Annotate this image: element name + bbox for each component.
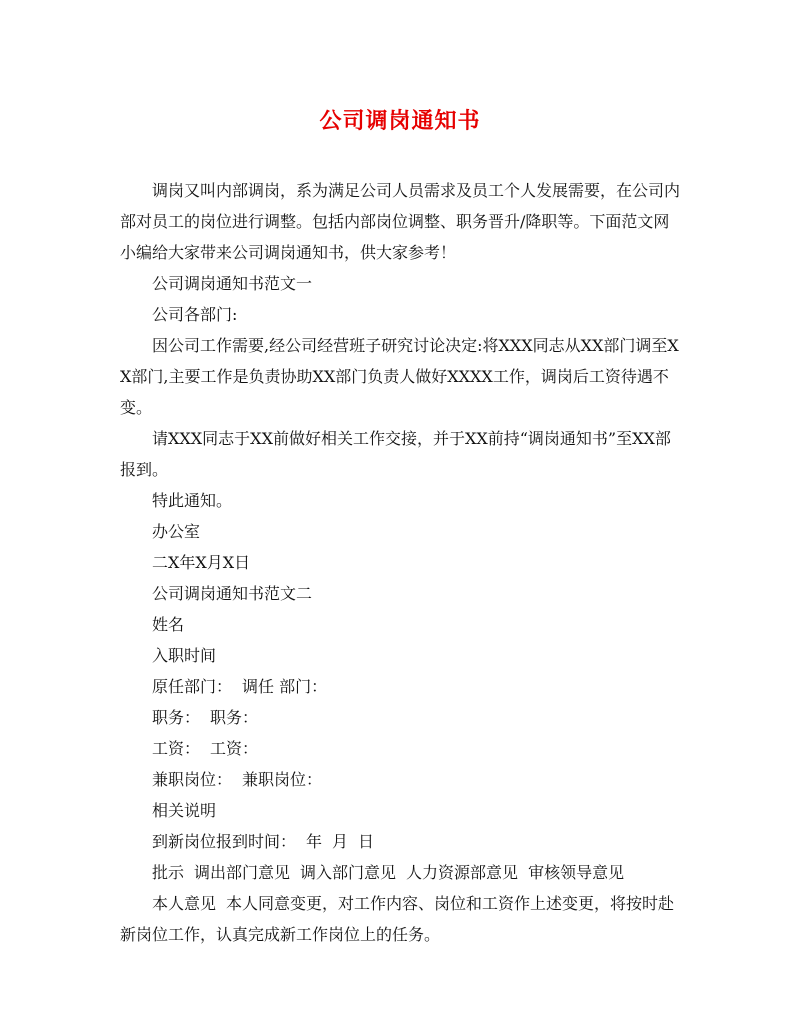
sample1-signature: 办公室 — [152, 522, 201, 541]
self-opinion-paragraph — [120, 888, 680, 950]
sample1-paragraph-1: 因公司工作需要,经公司经营班子研究讨论决定:将XXX同志从XX部门调至XX部门,主要工作是负责协助XX部门负责人做好XXXX工作，调岗后工资待遇不变。 — [120, 336, 679, 417]
parttime-to-label: 兼职岗位： — [242, 770, 323, 789]
year-label: 年 — [306, 832, 323, 851]
notes-label: 相关说明 — [152, 801, 217, 820]
self-opinion-text: 本人同意变更，对工作内容、岗位和工资作上述变更，将按时赴新岗位工作，认真完成新工作岗位上的任务。 — [120, 894, 675, 944]
sample1-paragraph-2: 请XXX同志于XX前做好相关工作交接，并于XX前持“调岗通知书”至XX部报到。 — [120, 429, 671, 479]
month-label: 月 — [332, 832, 349, 851]
sample1-date: 二X年X月X日 — [152, 553, 251, 572]
document-title: 公司调岗通知书 — [319, 108, 481, 134]
report-time-label: 到新岗位报到时间： — [152, 832, 297, 851]
approval-leader-label: 审核领导意见 — [528, 863, 625, 882]
name-label: 姓名 — [152, 615, 185, 634]
parttime-from-label: 兼职岗位： — [152, 770, 233, 789]
hire-date-label: 入职时间 — [152, 646, 217, 665]
parttime-row — [120, 764, 680, 795]
sample1-closing: 特此通知。 — [152, 491, 233, 510]
intro-paragraph: 调岗又叫内部调岗，系为满足公司人员需求及员工个人发展需要，在公司内部对员工的岗位进行调整。包括内部岗位调整、职务晋升/降职等。下面范文网小编给大家带来公司调岗通知书，供大家参考！ — [120, 181, 681, 262]
approval-hr-label: 人力资源部意见 — [406, 863, 519, 882]
approval-row — [120, 857, 680, 888]
position-from-label: 职务： — [152, 708, 201, 727]
dept-to-label: 调任 部门： — [242, 677, 328, 696]
department-row — [120, 671, 680, 702]
position-to-label: 职务： — [210, 708, 259, 727]
sample1-salutation: 公司各部门: — [152, 305, 238, 324]
report-time-row — [120, 826, 680, 857]
self-opinion-label: 本人意见 — [152, 894, 217, 913]
approval-in-label: 调入部门意见 — [300, 863, 397, 882]
salary-from-label: 工资： — [152, 739, 201, 758]
document-body — [120, 175, 680, 950]
sample2-heading: 公司调岗通知书范文二 — [152, 584, 313, 603]
dept-from-label: 原任部门： — [152, 677, 233, 696]
sample1-heading: 公司调岗通知书范文一 — [152, 274, 313, 293]
salary-to-label: 工资： — [210, 739, 259, 758]
approval-out-label: 调出部门意见 — [194, 863, 291, 882]
position-row — [120, 702, 680, 733]
day-label: 日 — [358, 832, 375, 851]
approval-label: 批示 — [152, 863, 185, 882]
salary-row — [120, 733, 680, 764]
